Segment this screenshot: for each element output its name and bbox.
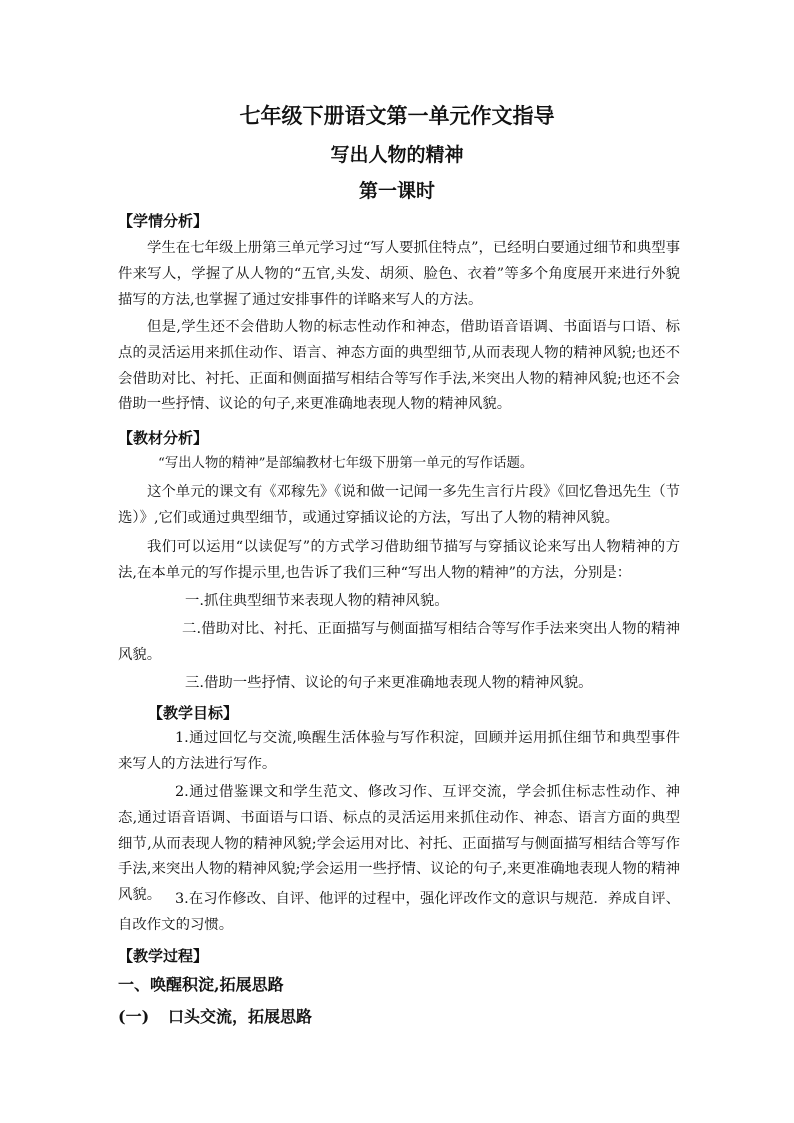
section-heading-material-analysis: 【教材分析】 — [118, 429, 209, 447]
method-item-1: 一.抓住典型细节来表现人物的精神风貌。 — [185, 593, 449, 609]
material-analysis-paragraph-1: “写出人物的精神”是部编教材七年级下册第一单元的写作话题。 — [158, 456, 534, 471]
method-item-2: 二.借助对比、衬托、正面描写与侧面描写相结合等写作手法来突出人物的精神风貌。 — [118, 621, 680, 663]
material-analysis-paragraph-2: 这个单元的课文有《邓稼先》《说和做一记闻一多先生言行片段》《回忆鲁迅先生（节选）》,它们或通过典型细节，或通过穿插议论的方法，写出了人物的精神风貌。 — [118, 484, 680, 526]
section-heading-teaching-process: 【教学过程】 — [118, 947, 209, 965]
teaching-goal-1: 1.通过回忆与交流,唤醒生活体验与写作积淀，回顾并运用抓住细节和典型事件来写人的方法进行写作。 — [118, 730, 680, 772]
section-heading-teaching-goals: 【教学目标】 — [148, 704, 239, 722]
document-subtitle: 写出人物的精神 — [330, 144, 464, 166]
document-title: 七年级下册语文第一单元作文指导 — [239, 103, 555, 128]
teaching-goal-3: 3.在习作修改、自评、他评的过程中，强化评改作文的意识与规范．养成自评、自改作文的习惯。 — [118, 891, 680, 933]
learning-analysis-paragraph-1: 学生在七年级上册第三单元学习过“写人要抓住特点”，已经明白要通过细节和典型事件来写人，学握了从人物的“五官,头发、胡须、脸色、衣着”等多个角度展开来进行外貌描写的方法,也掌握了通过安排事件的详略来写人的方法。 — [118, 240, 680, 308]
teaching-goal-2: 2.通过借鉴课文和学生范文、修改习作、互评交流，学会抓住标志性动作、神态,通过语音语调、书面语与口语、标点的灵活运用来抓住动作、神态、语言方面的典型细节,从而表现人物的精神风貌;学会运用对比、衬托、正面描写与侧面描写相结合等写作手法,来突出人物的精神风貌;学会运用一些抒情、议论的句子,来更准确地表现人物的精神风貌。 — [118, 784, 680, 904]
substep-number: (一) — [118, 1007, 150, 1026]
lesson-label: 第一课时 — [358, 180, 435, 202]
method-item-3: 三.借助一些抒情、议论的句子来更准确地表现人物的精神风貌。 — [185, 675, 593, 691]
section-heading-learning-analysis: 【学情分析】 — [118, 212, 209, 230]
process-substep-heading — [118, 1004, 312, 1027]
material-analysis-paragraph-3: 我们可以运用“以读促写”的方式学习借助细节描写与穿插议论来写出人物精神的方法,在本单元的写作提示里,也告诉了我们三种“写出人物的精神”的方法，分别是： — [118, 539, 680, 581]
learning-analysis-paragraph-2: 但是,学生还不会借助人物的标志性动作和神态，借助语音语调、书面语与口语、标点的灵活运用来抓住动作、语言、神态方面的典型细节,从而表现人物的精神风貌;也还不会借助对比、衬托、正面和侧面描写相结合等写作手法,米突出人物的精神风貌;也还不会借助一些抒情、议论的句子,来更准确地表现人物的精神风貌。 — [118, 319, 680, 413]
process-step-heading: 一、唤醒积淀,拓展思路 — [118, 975, 284, 994]
substep-title: 口头交流，拓展思路 — [168, 1007, 313, 1026]
